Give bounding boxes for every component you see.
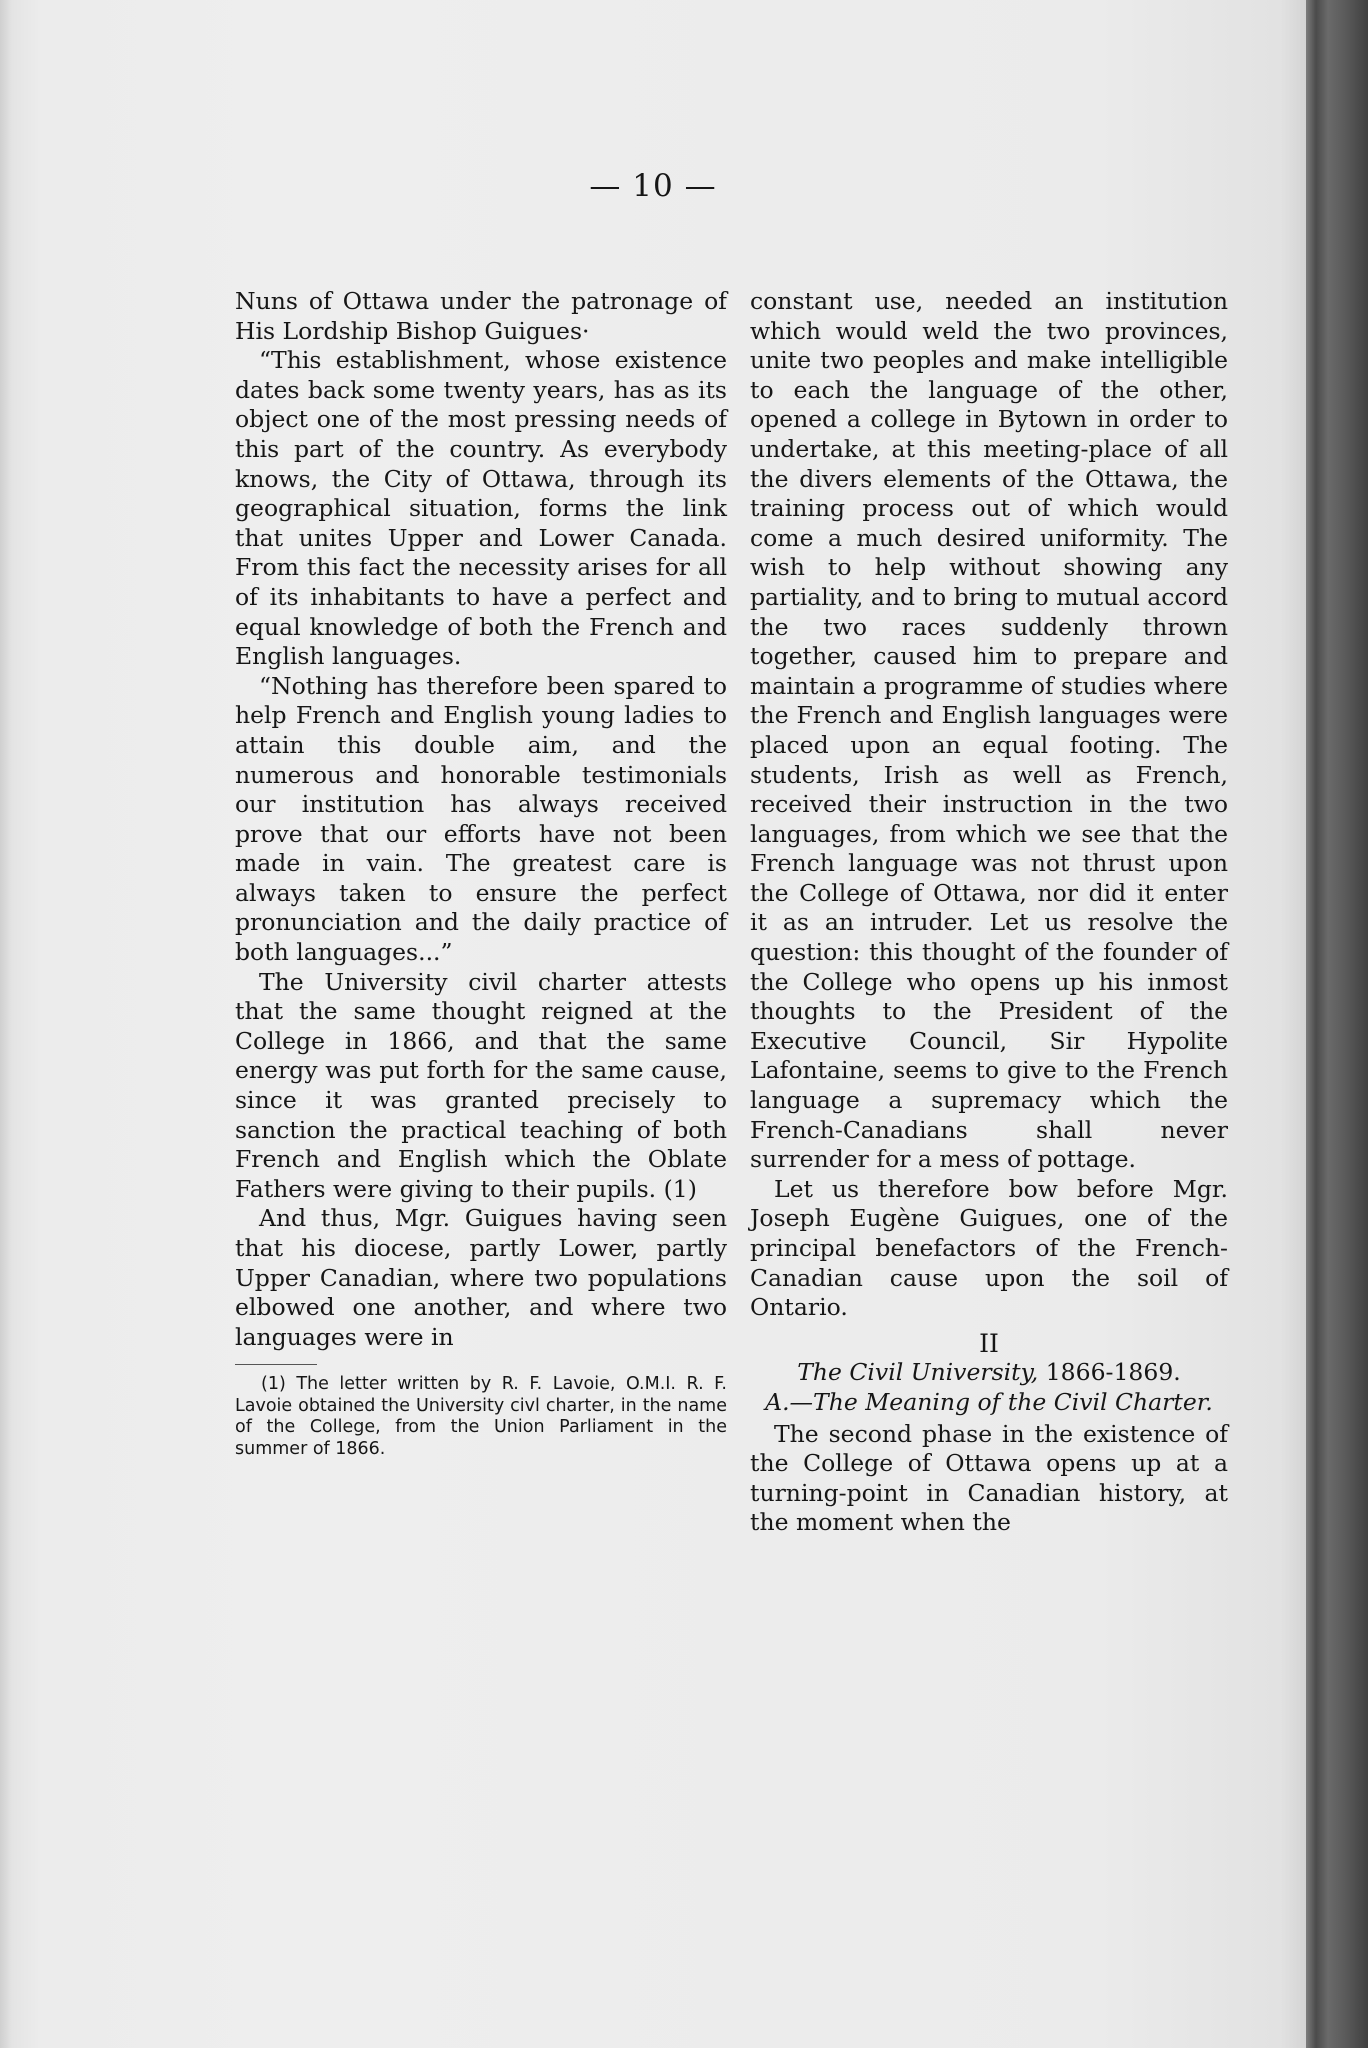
section-years: 1866-1869.	[1045, 1358, 1181, 1387]
section-title	[750, 1358, 1228, 1388]
left-column	[235, 287, 727, 1460]
section-title-text: The Civil University,	[797, 1358, 1039, 1387]
paragraph: Let us therefore bow before Mgr. Joseph Eugène Guigues, one of the principal benefactors of the French-Canadian cause upon the soil of Ontario.	[750, 1174, 1228, 1322]
paragraph: Nuns of Ottawa under the patronage of His Lordship Bishop Guigues·	[235, 287, 727, 345]
paragraph: The second phase in the existence of the College of Ottawa opens up at a turning-point in Canadian history, at the moment when the	[750, 1419, 1228, 1537]
footnote: (1) The letter written by R. F. Lavoie, O.M.I. R. F. Lavoie obtained the University civl charter, in the name of the College, from the Union Parliament in the summer of 1866.	[235, 1374, 727, 1459]
section-numeral: II	[979, 1328, 999, 1358]
paragraph: constant use, needed an institution which would weld the two provinces, unite two peoples and make intelligible to each the language of the other, opened a college in Bytown in order to undertake, at this meeting-place of all the divers elements of the Ottawa, the training process out of which would come a much desired uniformity. The wish to help without showing any partiality, and to bring to mutual accord the two races suddenly thrown together, caused him to prepare and maintain a programme of studies where the French and English languages were placed upon an equal footing. The students, Irish as well as French, received their instruction in the two languages, from which we see that the French language was not thrust upon the College of Ottawa, nor did it enter it as an intruder. Let us resolve the question: this thought of the founder of the College who opens up his inmost thoughts to the President of the Executive Council, Sir Hypolite Lafontaine, seems to give to the French language a supremacy which the French-Canadians shall never surrender for a mess of pottage.	[750, 287, 1228, 1174]
paragraph: “This establishment, whose existence dates back some twenty years, has as its object one of the most pressing needs of this part of the country. As everybody knows, the City of Ottawa, through its geographical situation, forms the link that unites Upper and Lower Canada. From this fact the necessity arises for all of its inhabitants to have a perfect and equal knowledge of both the French and English languages.	[235, 346, 727, 671]
section-subtitle: A.—The Meaning of the Civil Charter.	[765, 1387, 1213, 1416]
paragraph: And thus, Mgr. Guigues having seen that his diocese, partly Lower, partly Upper Canadian, where two populations elbowed one another, and where two languages were in	[235, 1204, 727, 1351]
paragraph: “Nothing has therefore been spared to help French and English young ladies to attain this double aim, and the numerous and honorable testimonials our institution has always received prove that our efforts have not been made in vain. The greatest care is always taken to ensure the perfect pronunciation and the daily practice of both languages...”	[235, 671, 727, 967]
right-column-body	[750, 287, 1228, 1323]
left-column-body	[235, 287, 727, 1352]
page-number: — 10 —	[589, 168, 717, 204]
paragraph: The University civil charter attests that the same thought reigned at the College in 1866, and that the same energy was put forth for the same cause, since it was granted precisely to sanction the practical teaching of both French and English which the Oblate Fathers were giving to their pupils. (1)	[235, 967, 727, 1203]
right-column	[750, 287, 1228, 1538]
right-column-body-continued	[750, 1420, 1228, 1538]
book-binding-edge	[1306, 0, 1368, 2048]
section-heading	[750, 1329, 1228, 1418]
footnote-divider	[235, 1364, 317, 1365]
